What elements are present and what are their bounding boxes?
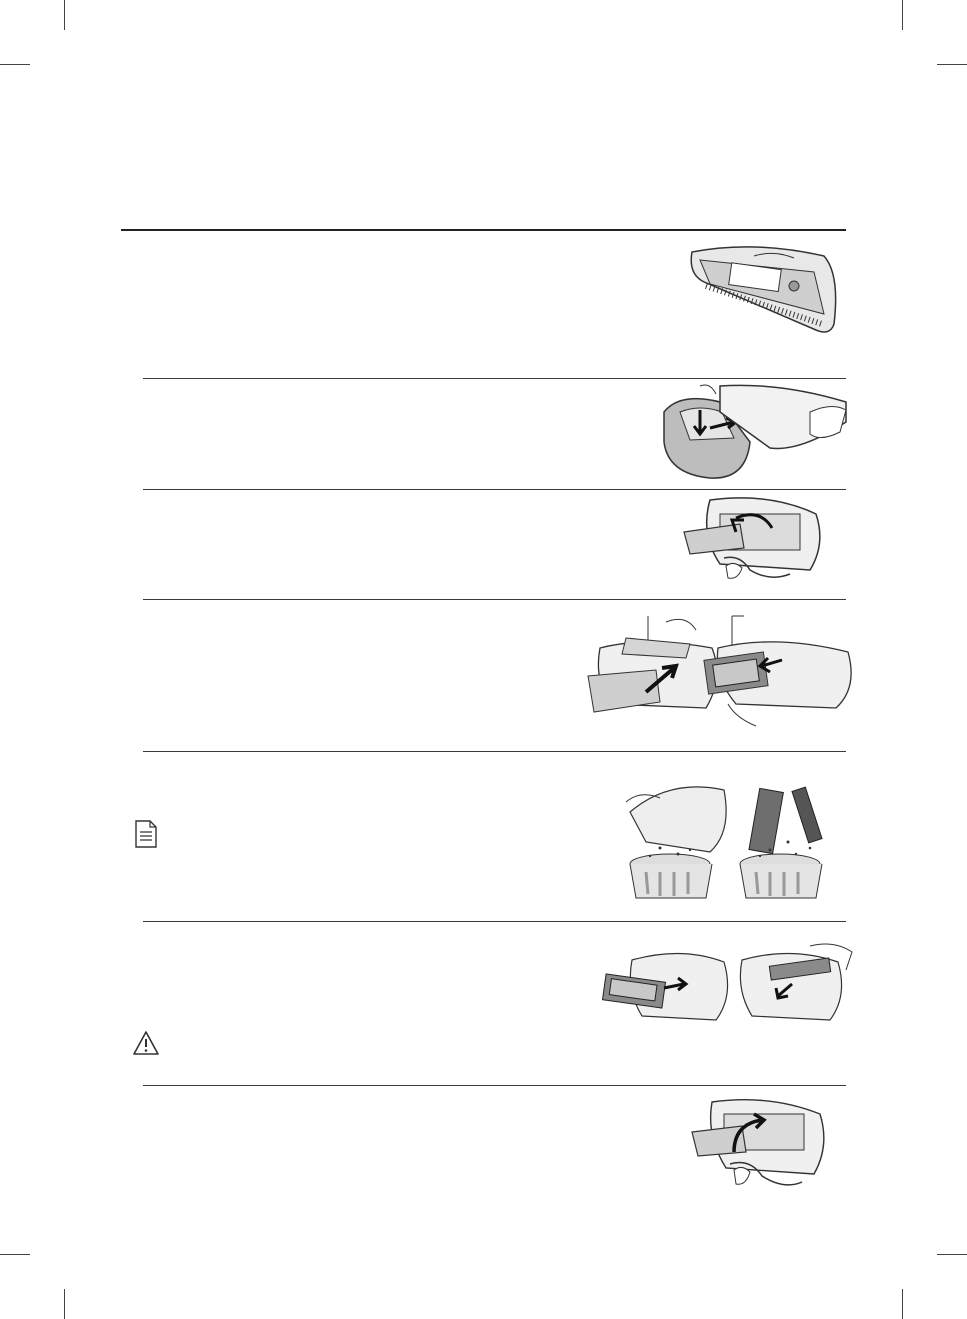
crop-mark-bottom-left-h xyxy=(0,1254,30,1255)
section-rule-1 xyxy=(143,378,846,379)
reinsert-filters-icon xyxy=(602,940,856,1036)
section-rule-top xyxy=(121,229,846,231)
crop-mark-top-left-v xyxy=(64,0,65,30)
empty-dust-bin-icon xyxy=(620,772,854,900)
remove-bumper-icon xyxy=(660,382,848,482)
note-icon xyxy=(134,820,158,848)
section-rule-2 xyxy=(143,489,846,490)
section-rule-6 xyxy=(143,1085,846,1086)
crop-mark-top-left-h xyxy=(0,64,30,65)
crop-mark-top-right-h xyxy=(937,64,967,65)
remove-filters-icon xyxy=(586,608,856,734)
section-rule-5 xyxy=(143,921,846,922)
robot-vacuum-bottom-icon xyxy=(684,244,840,336)
crop-mark-top-right-v xyxy=(902,0,903,30)
open-dust-cover-icon xyxy=(680,494,830,586)
section-rule-4 xyxy=(143,751,846,752)
crop-mark-bottom-right-v xyxy=(902,1289,903,1319)
crop-mark-bottom-left-v xyxy=(64,1289,65,1319)
crop-mark-bottom-right-h xyxy=(937,1254,967,1255)
close-dust-cover-icon xyxy=(690,1096,836,1196)
section-rule-3 xyxy=(143,599,846,600)
caution-icon xyxy=(132,1030,160,1056)
